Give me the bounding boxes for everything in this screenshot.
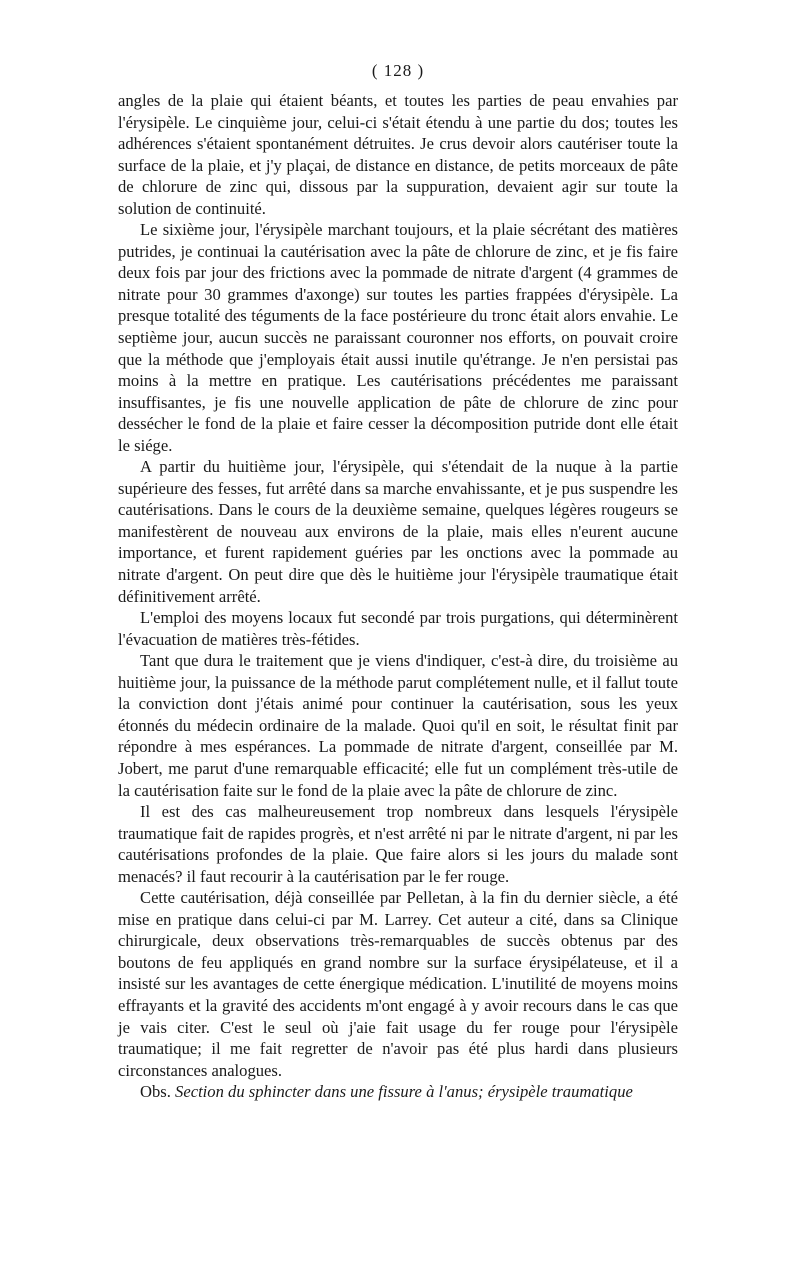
paragraph-continuation: angles de la plaie qui étaient béants, et toutes les parties de peau envahies par l'érysipèle. Le cinquième jour, celui-ci s'était étendu à une partie du dos; toutes les adhérences s'étaient spontanément détruites. Je crus devoir alors cautériser toute la surface de la plaie, et j'y plaçai, de distance en distance, de petits morceaux de pâte de chlorure de zinc qui, dissous par la suppuration, devaient agir sur toute la solution de continuité. (118, 91, 678, 218)
book-page (118, 58, 678, 1103)
paragraph-sixth-day: Le sixième jour, l'érysipèle marchant toujours, et la plaie sécrétant des matières putrides, je continuai la cautérisation avec la pâte de chlorure de zinc, et je fis faire deux fois par jour des frictions avec la pommade de nitrate d'argent (4 grammes de nitrate pour 30 grammes d'axonge) sur toutes les parties frappées d'érysipèle. La presque totalité des téguments de la face postérieure du tronc était alors envahie. Le septième jour, aucun succès ne paraissant couronner nos efforts, on pouvait croire que la méthode que j'employais était aussi inutile qu'étrange. Je n'en persistai pas moins à la mettre en pratique. Les cautérisations précédentes me paraissant insuffisantes, je fis une nouvelle application de pâte de chlorure de zinc pour dessécher le fond de la plaie et faire cesser la décomposition putride dont elle était le siége. (118, 220, 678, 455)
paragraph-fer-rouge: Cette cautérisation, déjà conseillée par Pelletan, à la fin du dernier siècle, a été mise en pratique dans celui-ci par M. Larrey. Cet auteur a cité, dans sa Clinique chirurgicale, deux observations très-remarquables de succès obtenus par des boutons de feu appliqués en grand nombre sur la surface érysipélateuse, et il a insisté sur les avantages de cette énergique médication. L'inutilité de moyens moins effrayants et la gravité des accidents m'ont engagé à y avoir recours dans le cas que je vais citer. C'est le seul où j'aie fait usage du fer rouge pour l'érysipèle traumatique; il me fait regretter de n'avoir pas été plus hardi dans plusieurs circonstances analogues. (118, 888, 678, 1080)
paragraph-eighth-day: A partir du huitième jour, l'érysipèle, qui s'étendait de la nuque à la partie supérieure des fesses, fut arrêté dans sa marche envahissante, et je pus suspendre les cautérisations. Dans le cours de la deuxième semaine, quelques légères rougeurs se manifestèrent de nouveau aux environs de la plaie, mais elles n'eurent aucune importance, et furent rapidement guéries par les onctions avec la pommade au nitrate d'argent. On peut dire que dès le huitième jour l'érysipèle traumatique était définitivement arrêté. (118, 457, 678, 606)
page-number: ( 128 ) (371, 61, 425, 80)
observation-title: Section du sphincter dans une fissure à l'anus; érysipèle traumatique (175, 1082, 633, 1102)
observation-heading (118, 1081, 678, 1103)
observation-label: Obs. (140, 1082, 171, 1102)
paragraph-treatment-duration: Tant que dura le traitement que je viens d'indiquer, c'est-à dire, du troisième au huitième jour, la puissance de la méthode parut complétement nulle, et il fallut toute la conviction dont j'étais animé pour continuer la cautérisation, sous les yeux étonnés du médecin ordinaire de la malade. Quoi qu'il en soit, le résultat finit par répondre à mes espérances. La pommade de nitrate d'argent, conseillée par M. Jobert, me parut d'une remarquable efficacité; elle fut un complément très-utile de la cautérisation faite sur le fond de la plaie avec la pâte de chlorure de zinc. (118, 651, 678, 800)
paragraph-local-means: L'emploi des moyens locaux fut secondé par trois purgations, qui déterminèrent l'évacuation de matières très-fétides. (118, 608, 678, 649)
paragraph-severe-cases: Il est des cas malheureusement trop nombreux dans lesquels l'érysipèle traumatique fait de rapides progrès, et n'est arrêté ni par le nitrate d'argent, ni par les cautérisations profondes de la plaie. Que faire alors si les jours du malade sont menacés? il faut recourir à la cautérisation par le fer rouge. (118, 802, 678, 886)
